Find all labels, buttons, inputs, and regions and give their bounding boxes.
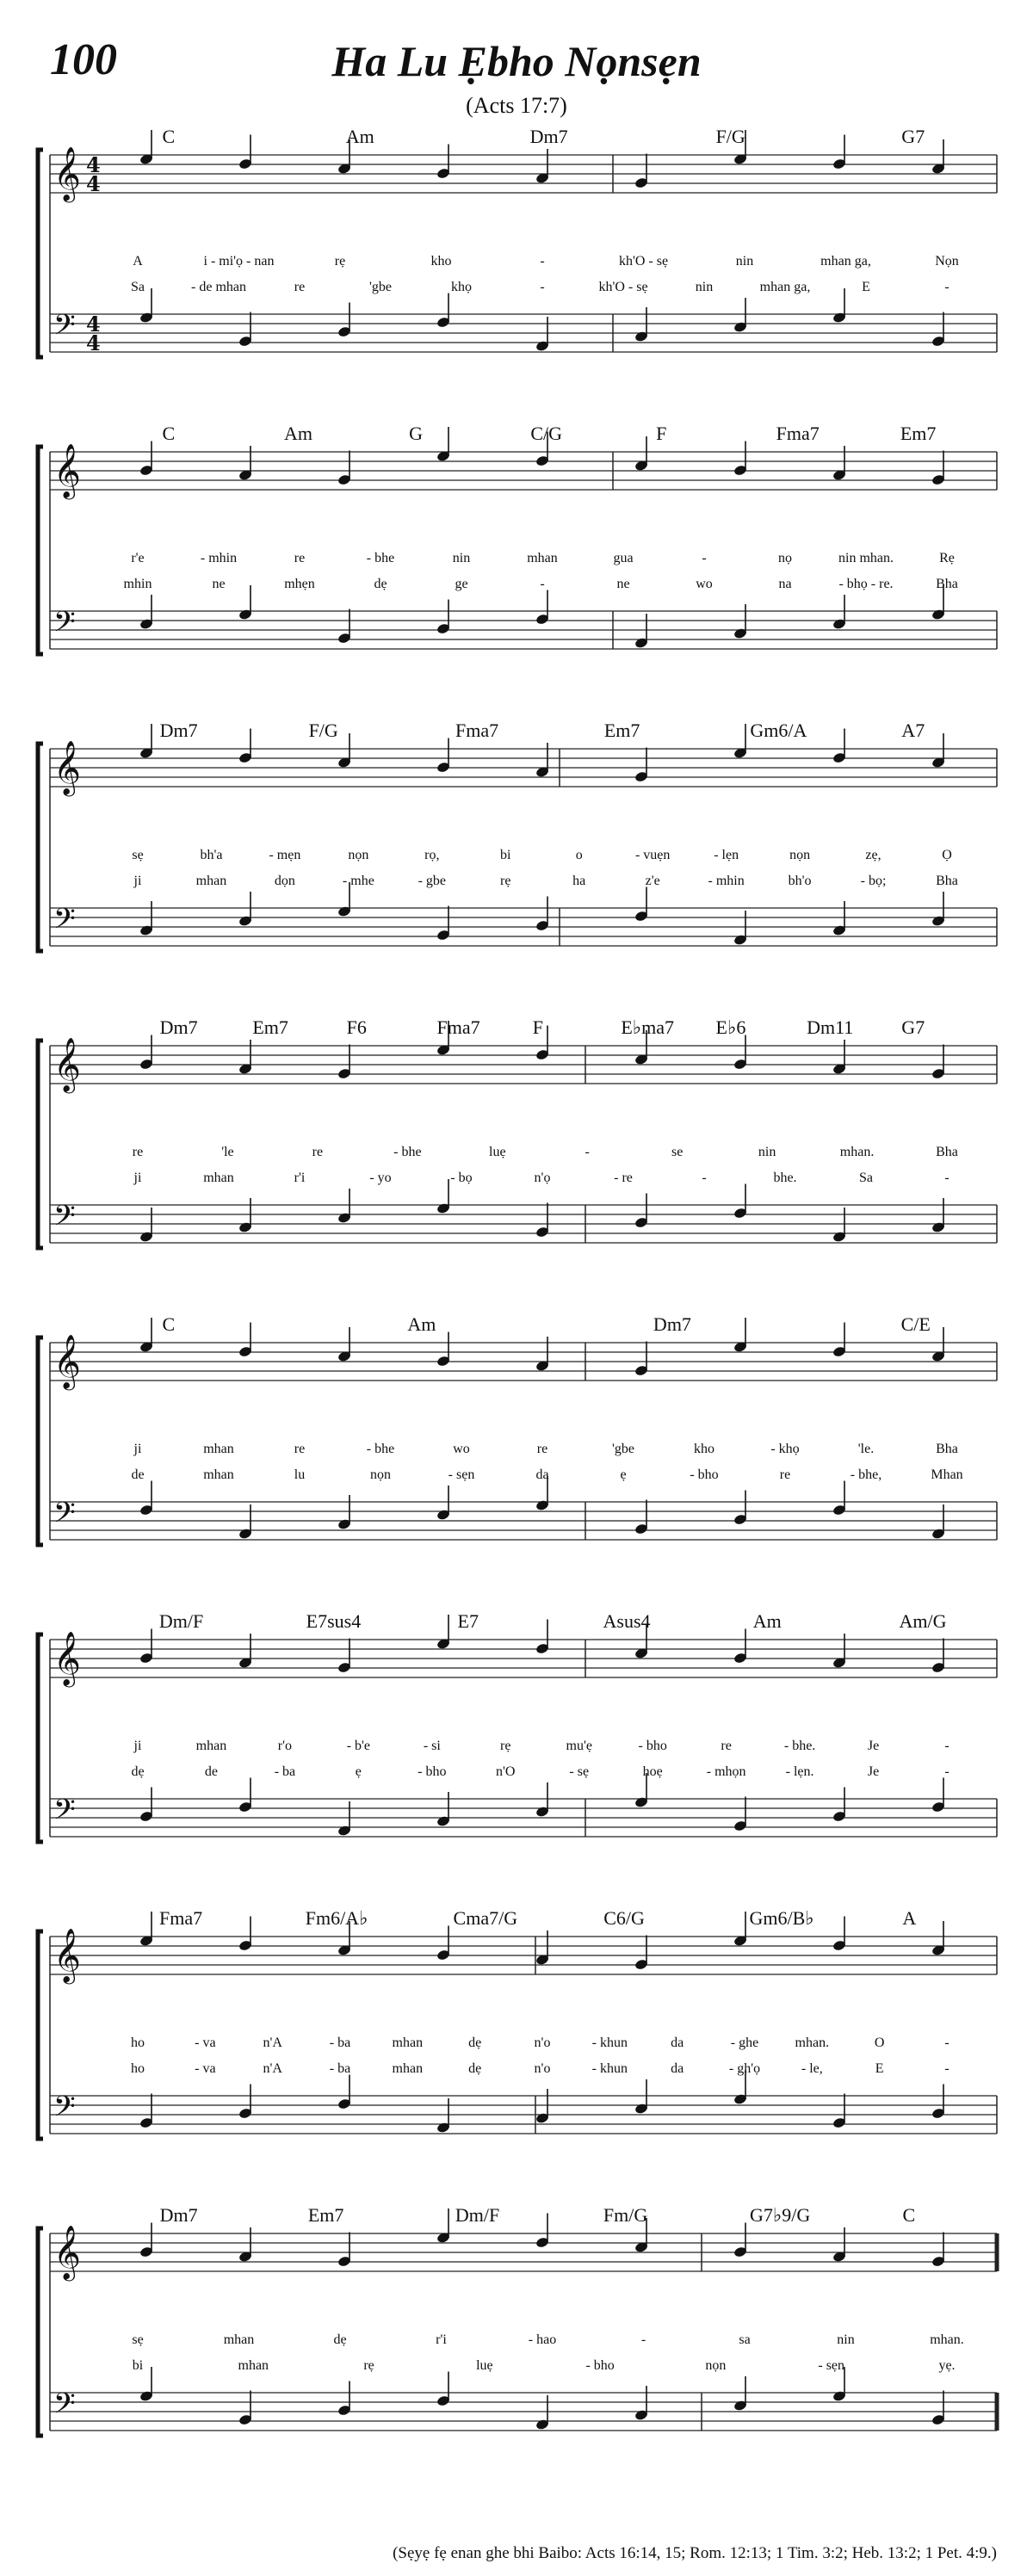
lyric-syllable: - va [195,2035,216,2050]
lyric-syllable: r'e [131,551,145,565]
scripture-reference: (Acts 17:7) [466,93,567,118]
music-system [34,1016,999,1304]
lyric-syllable: nọn [705,2358,727,2373]
lyric-syllable: da [671,2035,684,2050]
lyric-syllable: nọn [789,848,811,862]
noteheads [139,1318,946,1540]
lyric-syllable: mhan [195,1739,227,1753]
lyric-syllable: mhan. [795,2035,830,2050]
lyric-syllable: ho [131,2035,145,2050]
time-signature: 4 [86,152,101,177]
lyric-syllable: - bhe. [783,1739,816,1753]
lyric-syllable: mhan ga, [820,254,871,269]
lyric-syllable: mhan [238,2358,269,2373]
lyric-syllable: kho [694,1442,714,1456]
chord-symbol: Cma7/G [453,1907,518,1929]
time-signature: 4 [86,171,101,196]
lyric-syllable: - [944,1171,949,1185]
chord-symbol: E♭6 [715,1016,746,1038]
lyric-syllable: nin [735,254,754,269]
lyric-syllable: - bhe [366,551,395,565]
bass-clef: 𝄢 [53,1794,76,1833]
lyric-syllable: i - mi'ọ - nan [203,254,275,269]
chord-symbol: Gm6/A [750,720,807,741]
bass-clef: 𝄢 [53,1497,76,1536]
lyric-syllable: - ba [329,2061,351,2076]
lyric-syllable: - [640,2332,646,2347]
chord-symbol: G7 [901,1016,925,1038]
lyric-syllable: Bha [936,1442,958,1456]
lyric-syllable: 'gbe [369,280,392,294]
chord-symbol: C [162,126,176,147]
treble-clef: 𝄞 [53,1037,81,1091]
chord-row [34,1610,999,1636]
lyric-syllable: mhan [392,2061,424,2076]
lyric-syllable: Mhan [931,1467,963,1482]
music-system [34,126,999,413]
lyric-line-verse-1 [34,1739,999,1764]
lyric-syllable: Sa [131,280,145,294]
chord-symbol: Fm6/A♭ [305,1907,368,1929]
chord-symbol: Fma7 [436,1016,480,1038]
lyric-syllable: re [132,1145,144,1159]
lyric-syllable: na [778,577,792,591]
time-signature: 4 [86,312,101,337]
chord-symbol: Am/G [899,1610,947,1632]
bass-clef: 𝄢 [53,1200,76,1239]
lyric-syllable: - khun [591,2061,628,2076]
chord-symbol: A7 [901,720,925,741]
lyric-line-verse-1 [34,1442,999,1467]
lyric-syllable: Rẹ [939,551,955,565]
chord-symbol: Em7 [307,2204,344,2226]
chord-symbol: E♭ma7 [621,1016,675,1038]
lyric-syllable: mhan [203,1467,234,1482]
lyric-syllable: - gh'ọ [728,2061,761,2076]
lyric-syllable: nin [837,2332,855,2347]
lyric-syllable: - lẹn. [785,1764,814,1779]
chord-symbol: E7sus4 [306,1610,362,1632]
music-system [34,1313,999,1601]
lyric-syllable: nọ [778,551,792,565]
treble-clef: 𝄞 [53,146,81,201]
chord-row [34,1313,999,1339]
lyric-line-verse-2 [34,1764,999,1790]
lyric-syllable: mhin [123,577,152,591]
lyric-syllable: kho [430,254,452,269]
lyric-syllable: da [535,1467,549,1482]
lyric-syllable: - bọ; [860,874,887,888]
lyric-syllable: ha [572,874,586,888]
lyric-syllable: sẹ [132,2332,144,2347]
chord-symbol: C6/G [603,1907,645,1929]
bass-clef: 𝄢 [53,2091,76,2130]
lyric-syllable: mhẹn [284,577,315,591]
lyric-line-verse-2 [34,577,999,602]
chord-symbol: Dm7 [653,1313,691,1335]
lyric-syllable: ne [616,577,630,591]
lyric-syllable: zẹ, [865,848,881,862]
lyric-syllable: Bha [936,1145,958,1159]
lyric-syllable: - vuẹn [634,848,671,862]
lyric-syllable: - ghe [730,2035,759,2050]
lyric-syllable: Je [867,1739,880,1753]
treble-clef: 𝄞 [53,1334,81,1388]
chord-symbol: Fma7 [776,423,820,444]
lyric-line-verse-1 [34,551,999,577]
lyric-syllable: - khun [591,2035,628,2050]
lyric-syllable: nin [695,280,714,294]
lyric-syllable: Bha [936,577,958,591]
music-system [34,720,999,1007]
chord-symbol: C [162,423,176,444]
lyric-syllable: re [294,551,306,565]
lyric-syllable: - mhe [342,874,374,888]
lyric-syllable: z'e [645,874,660,888]
lyric-syllable: - bọ [450,1171,473,1185]
lyric-syllable: lu [294,1467,306,1482]
lyric-syllable: - gbe [418,874,447,888]
chord-symbol: Dm7 [159,720,198,741]
chord-symbol: Am [407,1313,436,1335]
lyric-line-verse-2 [34,874,999,899]
chord-symbol: Dm7 [529,126,568,147]
lyric-syllable: E [862,280,870,294]
lyric-syllable: dẹ [468,2035,482,2050]
chord-symbol: Dm/F [158,1610,204,1632]
lyric-syllable: nin [758,1145,776,1159]
lyric-syllable: mhan. [839,1145,875,1159]
lyric-syllable: Ọ [942,848,952,862]
chord-symbol: Dm7 [159,1016,198,1038]
lyric-syllable: - [944,1764,949,1779]
treble-clef: 𝄞 [53,2225,81,2279]
lyric-syllable: ji [133,874,142,888]
lyric-syllable: - bho [690,1467,719,1482]
lyric-syllable: - [702,1171,707,1185]
noteheads [139,1615,946,1837]
lyric-syllable: - bho [418,1764,447,1779]
lyric-syllable: re [294,1442,306,1456]
lyric-syllable: r'i [436,2332,447,2347]
lyric-syllable: rẹ [500,1739,511,1753]
lyric-syllable: wo [696,577,713,591]
lyric-syllable: ge [455,577,468,591]
lyric-syllable: rọ, [424,848,440,862]
lyric-syllable: - mẹn [269,848,301,862]
lyric-syllable: Bha [936,874,958,888]
treble-clef: 𝄞 [53,443,81,497]
lyric-syllable: luẹ [476,2358,493,2373]
bass-clef: 𝄢 [53,903,76,942]
lyric-syllable: yẹ. [938,2358,956,2373]
chord-symbol: F/G [308,720,338,741]
lyric-syllable: n'A [263,2035,282,2050]
music-system [34,1610,999,1898]
bass-clef: 𝄢 [53,606,76,646]
lyric-syllable: ji [133,1442,142,1456]
lyric-syllable: mhan [392,2035,424,2050]
lyric-syllable: - mhọn [706,1764,746,1779]
lyric-syllable: - [944,2061,949,2076]
chord-symbol: Asus4 [603,1610,651,1632]
chord-symbol: F/G [715,126,745,147]
lyric-syllable: - [944,280,949,294]
lyric-syllable: re [721,1739,732,1753]
noteheads [139,1912,946,2134]
lyric-syllable: - hao [528,2332,557,2347]
lyric-syllable: o [575,848,583,862]
lyric-syllable: - lẹn [714,848,739,862]
lyric-syllable: re [294,280,306,294]
lyric-syllable: n'o [534,2061,551,2076]
chord-row [34,1016,999,1042]
lyric-syllable: dẹ [131,1764,145,1779]
lyric-syllable: r'i [294,1171,306,1185]
lyric-syllable: rẹ [363,2358,374,2373]
lyric-syllable: nin [452,551,471,565]
lyric-syllable: bi [132,2358,144,2373]
lyric-syllable: - sẹn [448,1467,475,1482]
lyric-syllable: - sẹn [818,2358,845,2373]
chord-symbol: C [162,1313,176,1335]
lyric-line-verse-1 [34,254,999,280]
lyric-syllable: - va [195,2061,216,2076]
lyric-syllable: - re [614,1171,633,1185]
lyric-syllable: nin mhan. [838,551,894,565]
chord-symbol: G7 [901,126,925,147]
music-system [34,2204,999,2492]
chord-row [34,423,999,448]
chord-symbol: F [656,423,667,444]
music-system [34,1907,999,2195]
lyric-syllable: 'le. [857,1442,875,1456]
lyric-syllable: - si [423,1739,441,1753]
chord-row [34,720,999,745]
lyric-syllable: hoẹ [642,1764,663,1779]
chord-symbol: Am [752,1610,782,1632]
chord-symbol: G7♭9/G [749,2204,811,2226]
lyric-syllable: mu'ẹ [566,1739,592,1753]
lyric-syllable: n'O [496,1764,516,1779]
lyric-syllable: sa [739,2332,751,2347]
lyric-syllable: - b'e [346,1739,371,1753]
noteheads [139,2208,946,2431]
lyric-syllable: - mhin [708,874,745,888]
lyric-syllable: rẹ [334,254,346,269]
chord-symbol: Fma7 [158,1907,203,1929]
chord-symbol: Em7 [900,423,937,444]
chord-symbol: Fma7 [455,720,499,741]
bass-clef: 𝄢 [53,309,76,349]
chord-row [34,126,999,151]
lyric-syllable: - bhe [366,1442,395,1456]
chord-symbol: Dm/F [455,2204,500,2226]
lyric-syllable: bi [500,848,511,862]
lyric-syllable: - bhọ - re. [838,577,894,591]
lyric-line-verse-2 [34,2358,999,2384]
lyric-syllable: n'A [263,2061,282,2076]
bass-clef: 𝄢 [53,2388,76,2427]
chord-symbol: Am [284,423,313,444]
lyric-syllable: mhan [223,2332,255,2347]
chord-symbol: F [532,1016,544,1038]
chord-symbol: Em7 [603,720,640,741]
lyric-line-verse-2 [34,2061,999,2087]
lyric-syllable: gua [613,551,634,565]
lyric-syllable: dẹ [468,2061,482,2076]
chord-symbol: Gm6/B♭ [749,1907,814,1929]
lyric-syllable: re [312,1145,324,1159]
lyric-syllable: sẹ [132,848,144,862]
lyric-syllable: n'o [534,2035,551,2050]
treble-clef: 𝄞 [53,1631,81,1685]
lyric-syllable: rẹ [500,874,511,888]
chord-symbol: F6 [346,1016,367,1038]
lyric-syllable: - sẹ [569,1764,590,1779]
lyric-syllable: E [875,2061,884,2076]
chord-symbol: E7 [457,1610,479,1632]
noteheads [139,130,946,352]
chord-symbol: Dm7 [159,2204,198,2226]
chord-row [34,2204,999,2230]
lyric-line-verse-1 [34,1145,999,1171]
lyric-syllable: 'le [221,1145,234,1159]
lyric-syllable: ne [212,577,226,591]
lyric-syllable: luẹ [488,1145,506,1159]
lyric-syllable: n'ọ [534,1171,551,1185]
lyric-syllable: - bho [638,1739,667,1753]
lyric-syllable: - mhin [200,551,238,565]
treble-clef: 𝄞 [53,1928,81,1982]
lyric-syllable: mhan [195,874,227,888]
lyric-syllable: dẹ [374,577,387,591]
chord-symbol: C/G [530,423,563,444]
lyric-syllable: - bho [585,2358,615,2373]
lyric-syllable: kh'O - sẹ [618,254,669,269]
lyric-syllable: de [204,1764,219,1779]
scripture-footnote: (Sẹyẹ fẹ enan ghe bhi Baibo: Acts 16:14, 15; Rom. 12:13; 1 Tim. 3:2; Heb. 13:2; 1 Pet. 4:9.) [393,2544,997,2562]
chord-row [34,1907,999,1933]
chord-symbol: C/E [900,1313,931,1335]
time-signature: 4 [86,330,101,355]
chord-symbol: Dm11 [807,1016,854,1038]
lyric-syllable: wo [453,1442,470,1456]
lyric-syllable: - [944,2035,949,2050]
treble-clef: 𝄞 [53,740,81,794]
lyric-syllable: nọn [348,848,369,862]
lyric-syllable: ji [133,1171,142,1185]
lyric-syllable: mhan [203,1442,234,1456]
lyric-syllable: ẹ [620,1467,627,1482]
lyric-syllable: - ba [329,2035,351,2050]
lyric-line-verse-1 [34,2332,999,2358]
lyric-syllable: ẹ [355,1764,362,1779]
lyric-syllable: kh'O - sẹ [598,280,648,294]
lyric-syllable: ho [131,2061,145,2076]
noteheads [139,1021,946,1243]
noteheads [139,427,946,649]
hymn-title: Ha Lu Ẹbho Nọnsẹn [331,37,702,85]
lyric-syllable: - de mhan [191,280,246,294]
lyric-syllable: r'o [277,1739,293,1753]
lyric-syllable: - [540,280,545,294]
chord-symbol: G [409,423,423,444]
lyric-syllable: Je [867,1764,880,1779]
lyric-line-verse-2 [34,1467,999,1493]
lyric-syllable: - le, [801,2061,823,2076]
lyric-syllable: - [540,254,545,269]
lyric-syllable: - bhe, [850,1467,882,1482]
lyric-line-verse-2 [34,1171,999,1196]
lyric-syllable: mhan [527,551,558,565]
lyric-syllable: bh'a [200,848,223,862]
chord-symbol: Am [345,126,374,147]
lyric-line-verse-1 [34,2035,999,2061]
lyric-syllable: se [671,1145,684,1159]
lyric-syllable: - ba [274,1764,296,1779]
lyric-syllable: mhan. [930,2332,964,2347]
lyric-syllable: - [944,1739,949,1753]
lyric-syllable: Nọn [935,254,959,269]
lyric-syllable: O [874,2035,885,2050]
lyric-syllable: - [540,577,545,591]
lyric-syllable: - [585,1145,590,1159]
lyric-syllable: A [133,254,143,269]
lyric-syllable: 'gbe [612,1442,634,1456]
lyric-syllable: Sa [859,1171,873,1185]
noteheads [139,724,946,946]
chord-symbol: Fm/G [603,2204,648,2226]
lyric-syllable: mhan [203,1171,234,1185]
lyric-syllable: ji [133,1739,142,1753]
lyric-syllable: dọn [274,874,295,888]
lyric-syllable: - [702,551,707,565]
chord-symbol: C [902,2204,916,2226]
lyric-syllable: nọn [370,1467,391,1482]
lyric-line-verse-1 [34,848,999,874]
lyric-syllable: re [779,1467,791,1482]
chord-symbol: Em7 [252,1016,288,1038]
lyric-line-verse-2 [34,280,999,306]
lyric-syllable: de [131,1467,145,1482]
lyric-syllable: re [536,1442,548,1456]
lyric-syllable: - yo [369,1171,392,1185]
lyric-syllable: mhan ga, [759,280,811,294]
music-system [34,423,999,710]
hymn-number: 100 [50,35,117,84]
lyric-syllable: dẹ [333,2332,347,2347]
chord-symbol: A [902,1907,917,1929]
lyric-syllable: bhe. [773,1171,797,1185]
lyric-syllable: bh'o [788,874,812,888]
lyric-syllable: - khọ [770,1442,800,1456]
lyric-syllable: khọ [451,280,472,294]
lyric-syllable: - bhe [393,1145,422,1159]
lyric-syllable: da [671,2061,684,2076]
